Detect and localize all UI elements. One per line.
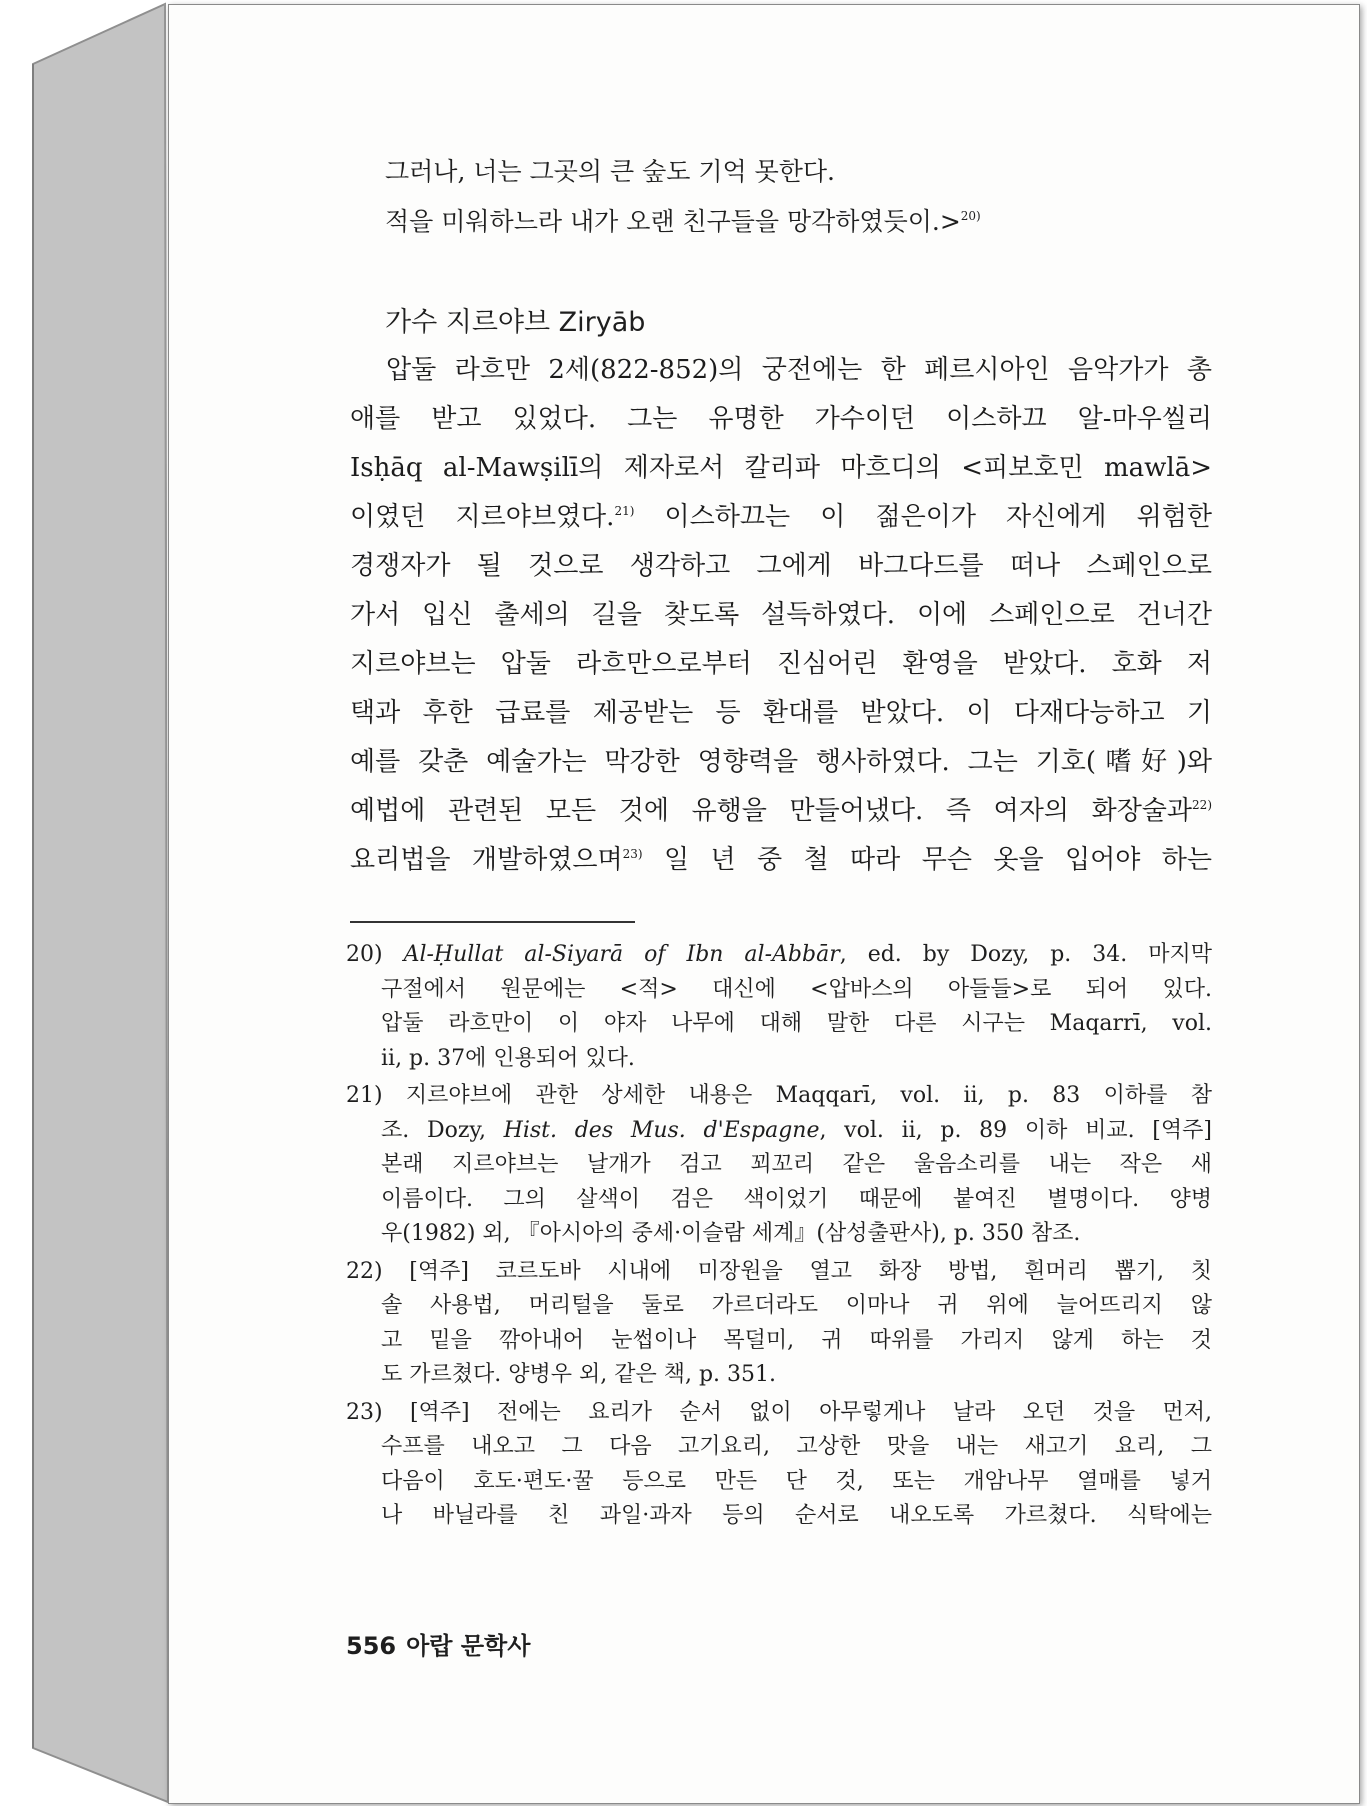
body-paragraph	[350, 346, 1212, 885]
footnote-line: 22) [역주] 코르도바 시내에 미장원을 열고 화장 방법, 흰머리 뽑기, 칫	[346, 1258, 1212, 1284]
body-line: 예를 갖춘 예술가는 막강한 영향력을 행사하였다. 그는 기호(嗜好)와	[350, 747, 1212, 777]
footnote-line: 압둘 라흐만이 이 야자 나무에 대해 말한 다른 시구는 Maqarrī, vol.	[381, 1011, 1212, 1036]
footnote-line: 23) [역주] 전에는 요리가 순서 없이 아무렇게나 날라 오던 것을 먼저,	[346, 1399, 1212, 1425]
verse-line: 적을 미워하느라 내가 오랜 친구들을 망각하였듯이.>$^{20)}$	[385, 207, 981, 236]
verse-line: 그러나, 너는 그곳의 큰 숲도 기억 못한다.	[385, 157, 835, 186]
body-line: Isḥāq al-Mawṣilī의 제자로서 칼리파 마흐디의 <피보호민 mawlā>	[350, 453, 1212, 483]
body-line: 요리법을 개발하였으며$^{23)}$ 일 년 중 철 따라 무슨 옷을 입어야 하는	[350, 845, 1212, 875]
footnote-line: ii, p. 37에 인용되어 있다.	[381, 1045, 635, 1071]
footnotes	[346, 938, 1212, 1537]
footnote-line: 조. Dozy, Hist. des Mus. d'Espagne, vol. ii, p. 89 이하 비교. [역주]	[381, 1117, 1212, 1143]
footnote-line: 나 바닐라를 친 과일·과자 등의 순서로 내오도록 가르쳤다. 식탁에는	[381, 1503, 1212, 1528]
body-line: 택과 후한 급료를 제공받는 등 환대를 받았다. 이 다재다능하고 기	[350, 698, 1212, 728]
body-line: 경쟁자가 될 것으로 생각하고 그에게 바그다드를 떠나 스페인으로	[350, 551, 1212, 581]
footnote-line: 21) 지르야브에 관한 상세한 내용은 Maqqarī, vol. ii, p. 83 이하를 참	[346, 1083, 1212, 1108]
body-line: 예법에 관련된 모든 것에 유행을 만들어냈다. 즉 여자의 화장술과$^{22)}$	[350, 796, 1212, 826]
footnote-line: 고 밑을 깎아내어 눈썹이나 목덜미, 귀 따위를 가리지 않게 하는 것	[381, 1327, 1212, 1353]
body-line: 이였던 지르야브였다.$^{21)}$ 이스하끄는 이 젊은이가 자신에게 위험한	[350, 502, 1212, 532]
body-line: 지르야브는 압둘 라흐만으로부터 진심어린 환영을 받았다. 호화 저	[350, 649, 1212, 679]
footnote-line: 우(1982) 외, 『아시아의 중세·이슬람 세계』(삼성출판사), p. 350 참조.	[381, 1221, 1081, 1246]
footnote-line: 본래 지르야브는 날개가 검고 꾀꼬리 같은 울음소리를 내는 작은 새	[381, 1152, 1212, 1177]
footnote-23	[346, 1396, 1212, 1534]
footnote-20	[346, 938, 1212, 1076]
body-line: 압둘 라흐만 2세(822-852)의 궁전에는 한 페르시아인 음악가가 총	[386, 355, 1212, 385]
footnote-22	[346, 1255, 1212, 1393]
footnote-line: 도 가르쳤다. 양병우 외, 같은 책, p. 351.	[381, 1362, 777, 1387]
body-line: 가서 입신 출세의 길을 찾도록 설득하였다. 이에 스페인으로 건너간	[350, 600, 1212, 630]
footnote-divider	[350, 921, 635, 923]
page-footer	[346, 1626, 530, 1661]
footnote-line: 솔 사용법, 머리털을 둘로 가르더라도 이마나 귀 위에 늘어뜨리지 않	[381, 1293, 1212, 1318]
footnote-ref: 22)	[1192, 798, 1212, 812]
footnote-line: 수프를 내오고 그 다음 고기요리, 고상한 맛을 내는 새고기 요리, 그	[381, 1434, 1212, 1459]
section-title: 가수 지르야브 Ziryāb	[385, 307, 646, 338]
footnote-line: 이름이다. 그의 살색이 검은 색이었기 때문에 붙여진 별명이다. 양병	[381, 1186, 1212, 1212]
verse-block	[385, 147, 1085, 247]
footnote-21	[346, 1079, 1212, 1252]
footnote-ref: 23)	[622, 847, 643, 861]
footnote-ref: 21)	[614, 504, 635, 518]
footnote-line: 20) Al-Ḥullat al-Siyarā of Ibn al-Abbār, ed. by Dozy, p. 34. 마지막	[346, 942, 1213, 967]
footnote-line: 구절에서 원문에는 <적> 대신에 <압바스의 아들들>로 되어 있다.	[381, 976, 1212, 1002]
body-line: 애를 받고 있었다. 그는 유명한 가수이던 이스하끄 알-마우씰리	[350, 404, 1212, 434]
footnote-line: 다음이 호도·편도·꿀 등으로 만든 단 것, 또는 개암나무 열매를 넣거	[381, 1468, 1212, 1494]
book-title: 아랍 문학사	[406, 1632, 531, 1660]
footnote-ref: 20)	[960, 209, 981, 223]
page-number: 556	[346, 1632, 397, 1660]
